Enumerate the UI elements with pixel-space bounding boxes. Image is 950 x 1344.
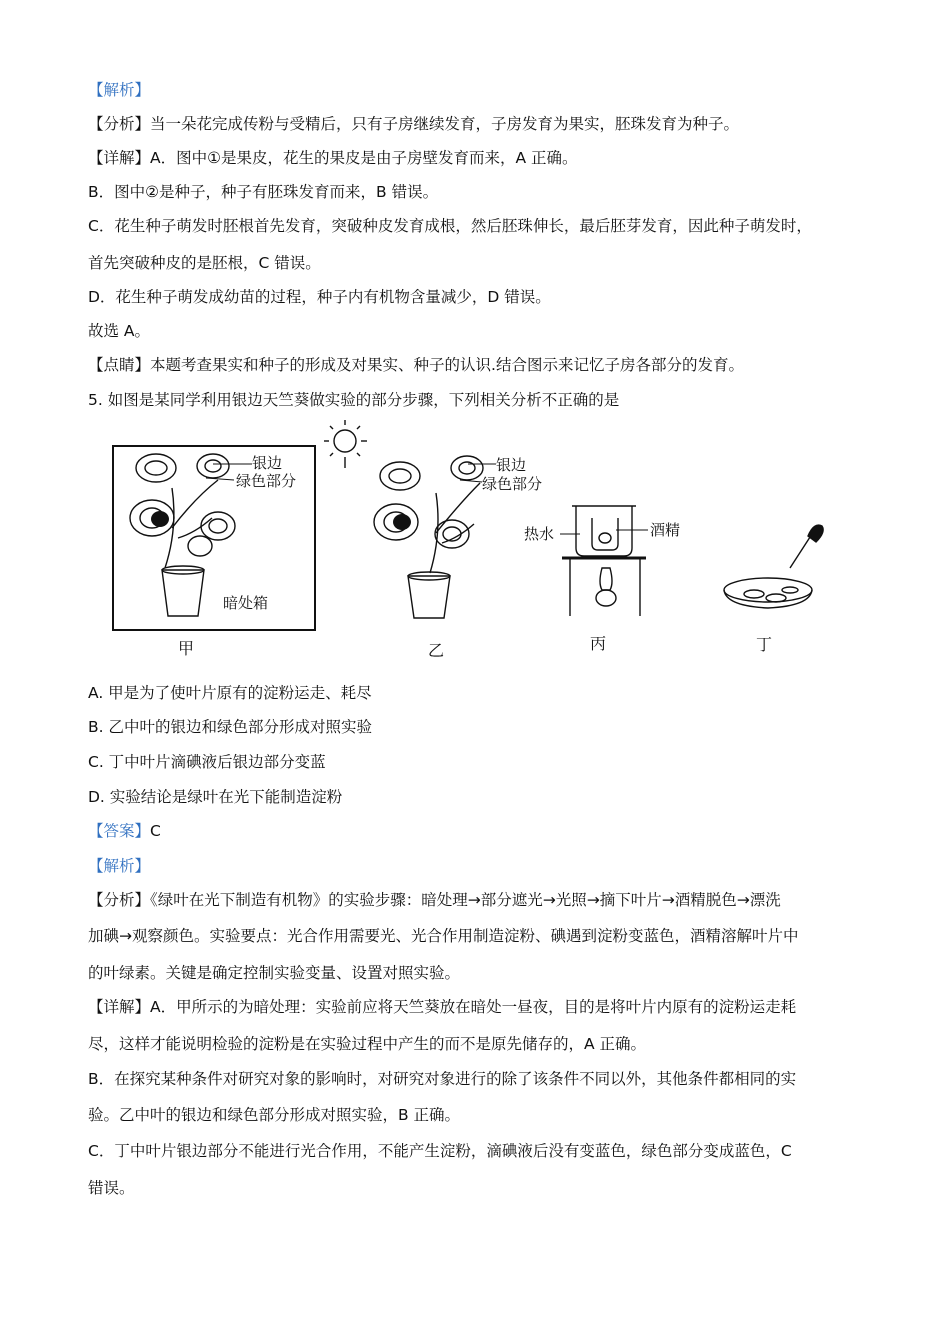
- xiangjie-c-line1: C．花生种子萌发时胚根首先发育，突破种皮发育成根，然后胚珠伸长，最后胚芽发育，因此种子萌发时，: [88, 217, 812, 235]
- fenxi-paragraph: [88, 113, 739, 135]
- xiangjie-a: A．图中①是果皮，花生的果皮是由子房壁发育而来，A 正确。: [150, 149, 578, 167]
- fenxi-tag-q5: 【分析】: [88, 891, 151, 909]
- xiangjie-tag-q5: 【详解】: [88, 998, 151, 1016]
- label-ding: 丁: [756, 635, 773, 654]
- fenxi-q5-line2: 加碘→观察颜色。实验要点：光合作用需要光、光合作用制造淀粉、碘遇到淀粉变蓝色，酒精溶解叶片中: [88, 927, 799, 945]
- analysis-tag-q5: 【解析】: [88, 857, 151, 875]
- xiangjie-c-line2: 首先突破种皮的是胚根，C 错误。: [88, 254, 321, 272]
- choice-line: 故选 A。: [88, 322, 151, 340]
- label-yinbian-yi: 银边: [496, 456, 527, 474]
- label-jia: 甲: [178, 639, 195, 658]
- fenxi-q5-text1: 《绿叶在光下制造有机物》的实验步骤：暗处理→部分遮光→光照→摘下叶片→酒精脱色→漂洗: [150, 891, 781, 909]
- pointer-line-lvse: [206, 478, 234, 480]
- option-d: D. 实验结论是绿叶在光下能制造淀粉: [88, 788, 343, 806]
- dianjing-paragraph: [88, 354, 744, 376]
- foil-patch: [151, 511, 169, 527]
- option-c: C. 丁中叶片滴碘液后银边部分变蓝: [88, 753, 326, 771]
- label-bing: 丙: [590, 634, 607, 653]
- xiangjie-q5-a-text1: A．甲所示的为暗处理：实验前应将天竺葵放在暗处一昼夜，目的是将叶片内原有的淀粉运走耗: [150, 998, 797, 1016]
- petri-dish-dropper-icon: [724, 525, 823, 608]
- sun-icon: [324, 420, 367, 468]
- dianjing-text: 本题考查果实和种子的形成及对果实、种子的认识.结合图示来记忆子房各部分的发育。: [150, 356, 744, 374]
- xiangjie-paragraph: [88, 147, 578, 169]
- geranium-plant-icon: [130, 454, 235, 616]
- panel-ding: [724, 525, 823, 654]
- panel-jia: [113, 446, 315, 658]
- panel-yi: [374, 456, 542, 660]
- xiangjie-q5-c-line2: 错误。: [88, 1179, 135, 1197]
- xiangjie-q5-a-line1: [88, 996, 796, 1018]
- fenxi-tag: 【分析】: [88, 115, 151, 133]
- fenxi-q5-line1: [88, 889, 781, 911]
- option-a: A. 甲是为了使叶片原有的淀粉运走、耗尽: [88, 684, 372, 702]
- label-jiujing: 酒精: [650, 521, 681, 539]
- fenxi-q5-line3: 的叶绿素。关键是确定控制实验变量、设置对照实验。: [88, 964, 461, 982]
- label-yi: 乙: [428, 641, 445, 660]
- foil-patch-yi: [393, 514, 411, 530]
- label-reshui: 热水: [524, 525, 555, 543]
- xiangjie-q5-a-line2: 尽，这样才能说明检验的淀粉是在实验过程中产生的而不是原先储存的，A 正确。: [88, 1035, 647, 1053]
- label-lvse-jia: 绿色部分: [236, 472, 297, 490]
- experiment-illustration: [100, 418, 860, 668]
- question-5-stem: 5. 如图是某同学利用银边天竺葵做实验的部分步骤，下列相关分析不正确的是: [88, 391, 620, 409]
- label-anchuxiang: 暗处箱: [223, 594, 269, 612]
- xiangjie-q5-b-line1: B．在探究某种条件对研究对象的影响时，对研究对象进行的除了该条件不同以外，其他条件都相同的实: [88, 1070, 797, 1088]
- analysis-tag: 【解析】: [88, 81, 151, 99]
- xiangjie-d: D．花生种子萌发成幼苗的过程，种子内有机物含量减少，D 错误。: [88, 288, 551, 306]
- xiangjie-tag: 【详解】: [88, 149, 151, 167]
- xiangjie-q5-c-line1: C．丁中叶片银边部分不能进行光合作用，不能产生淀粉，滴碘液后没有变蓝色，绿色部分变成蓝色，C: [88, 1142, 792, 1160]
- label-lvse-yi: 绿色部分: [482, 475, 543, 493]
- answer-tag: 【答案】: [88, 822, 151, 840]
- fenxi-text: 当一朵花完成传粉与受精后，只有子房继续发育，子房发育为果实，胚珠发育为种子。: [150, 115, 740, 133]
- option-b: B. 乙中叶的银边和绿色部分形成对照实验: [88, 718, 372, 736]
- xiangjie-b: B．图中②是种子，种子有胚珠发育而来，B 错误。: [88, 183, 439, 201]
- label-yinbian-jia: 银边: [252, 454, 283, 472]
- dianjing-tag: 【点睛】: [88, 356, 151, 374]
- answer-line: [88, 820, 161, 842]
- experiment-figure: [100, 418, 860, 668]
- answer-value: C: [150, 822, 161, 840]
- panel-bing: [524, 506, 680, 653]
- water-bath-apparatus-icon: [562, 506, 646, 616]
- xiangjie-q5-b-line2: 验。乙中叶的银边和绿色部分形成对照实验，B 正确。: [88, 1106, 461, 1124]
